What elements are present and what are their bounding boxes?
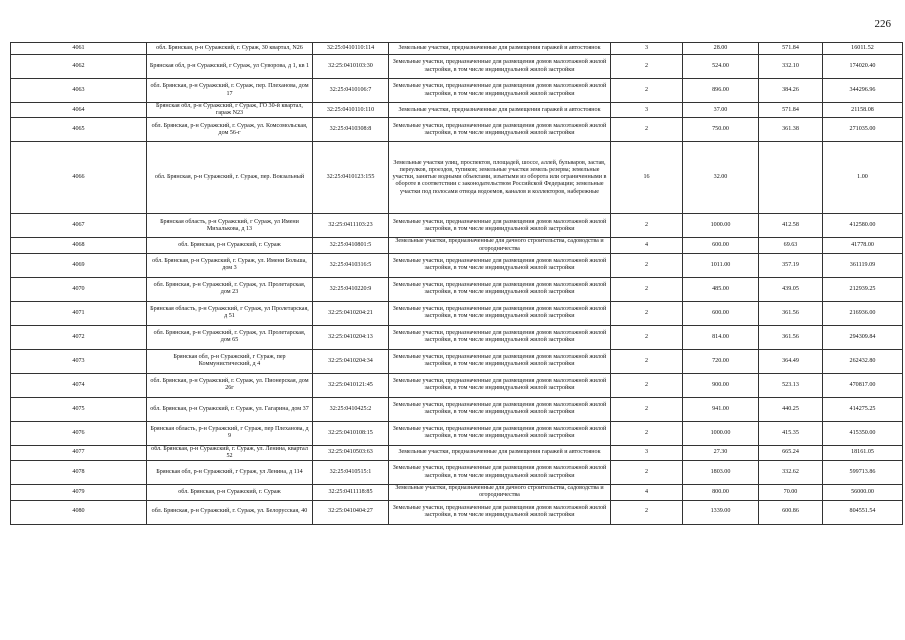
- cadastral-number-cell: 32:25:0410204:13: [313, 325, 389, 349]
- cadastral-number-cell: 32:25:0410404:27: [313, 500, 389, 524]
- area-cell: 1803.00: [683, 461, 759, 485]
- page-number: 226: [874, 18, 891, 30]
- row-number-cell: 4072: [11, 325, 147, 349]
- use-group-cell: 2: [611, 461, 683, 485]
- address-cell: Брянская область, р-н Суражский, г Сураж, ул Пролетарская, д 51: [147, 301, 313, 325]
- rate-cell: 361.38: [759, 118, 823, 142]
- rate-cell: 70.00: [759, 485, 823, 500]
- area-cell: 800.00: [683, 485, 759, 500]
- cadastral-value-cell: 804551.54: [823, 500, 903, 524]
- land-use-cell: Земельные участки, предназначенные для размещения домов малоэтажной жилой застройки, в том числе индивидуальной жилой застройки: [389, 253, 611, 277]
- land-use-cell: Земельные участки, предназначенные для размещения домов малоэтажной жилой застройки, в том числе индивидуальной жилой застройки: [389, 373, 611, 397]
- area-cell: 32.00: [683, 142, 759, 214]
- cadastral-value-cell: 56000.00: [823, 485, 903, 500]
- address-cell: обл. Брянская, р-н Суражский, г. Сураж, ул. Ленина, квартал 52: [147, 445, 313, 460]
- cadastral-value-cell: 212939.25: [823, 277, 903, 301]
- row-number-cell: 4069: [11, 253, 147, 277]
- land-use-cell: Земельные участки, предназначенные для размещения гаражей и автостоянок: [389, 103, 611, 118]
- land-use-cell: Земельные участки, предназначенные для размещения домов малоэтажной жилой застройки, в том числе индивидуальной жилой застройки: [389, 277, 611, 301]
- cadastral-value-cell: 21158.08: [823, 103, 903, 118]
- land-use-cell: Земельные участки, предназначенные для размещения домов малоэтажной жилой застройки, в том числе индивидуальной жилой застройки: [389, 79, 611, 103]
- cadastral-number-cell: 32:25:0410110:114: [313, 43, 389, 55]
- cadastral-value-cell: 174020.40: [823, 55, 903, 79]
- use-group-cell: 3: [611, 103, 683, 118]
- table-row: [11, 277, 903, 301]
- cadastral-number-cell: 32:25:0410106:7: [313, 79, 389, 103]
- use-group-cell: 2: [611, 118, 683, 142]
- cadastral-value-cell: 1.00: [823, 142, 903, 214]
- cadastral-value-cell: 41778.00: [823, 238, 903, 253]
- cadastral-number-cell: 32:25:0410801:5: [313, 238, 389, 253]
- table-row: [11, 301, 903, 325]
- area-cell: 720.00: [683, 349, 759, 373]
- area-cell: 27.30: [683, 445, 759, 460]
- cadastral-value-cell: 262432.80: [823, 349, 903, 373]
- area-cell: 485.00: [683, 277, 759, 301]
- cadastral-value-cell: 414275.25: [823, 397, 903, 421]
- use-group-cell: 3: [611, 445, 683, 460]
- table-row: [11, 118, 903, 142]
- row-number-cell: 4077: [11, 445, 147, 460]
- area-cell: 37.00: [683, 103, 759, 118]
- area-cell: 28.00: [683, 43, 759, 55]
- row-number-cell: 4065: [11, 118, 147, 142]
- table-row: [11, 373, 903, 397]
- land-use-cell: Земельные участки, предназначенные для размещения гаражей и автостоянок: [389, 43, 611, 55]
- land-use-cell: Земельные участки, предназначенные для размещения домов малоэтажной жилой застройки, в том числе индивидуальной жилой застройки: [389, 214, 611, 238]
- cadastral-value-cell: 361119.09: [823, 253, 903, 277]
- address-cell: обл. Брянская, р-н Суражский, г. Сураж, ул. Гагарина, дом 37: [147, 397, 313, 421]
- rate-cell: 439.05: [759, 277, 823, 301]
- use-group-cell: 4: [611, 485, 683, 500]
- table-row: [11, 500, 903, 524]
- use-group-cell: 2: [611, 214, 683, 238]
- area-cell: 750.00: [683, 118, 759, 142]
- land-use-cell: Земельные участки, предназначенные для размещения гаражей и автостоянок: [389, 445, 611, 460]
- land-use-cell: Земельные участки, предназначенные для размещения домов малоэтажной жилой застройки, в том числе индивидуальной жилой застройки: [389, 325, 611, 349]
- table-row: [11, 103, 903, 118]
- row-number-cell: 4070: [11, 277, 147, 301]
- cadastral-value-cell: 271035.00: [823, 118, 903, 142]
- address-cell: Брянская обл, р-н Суражский, г Сураж, ул Суворова, д 1, кв 1: [147, 55, 313, 79]
- rate-cell: 600.86: [759, 500, 823, 524]
- land-use-cell: Земельные участки, предназначенные для дачного строительства, садоводства и огородничества: [389, 238, 611, 253]
- use-group-cell: 2: [611, 277, 683, 301]
- row-number-cell: 4061: [11, 43, 147, 55]
- area-cell: 1000.00: [683, 421, 759, 445]
- row-number-cell: 4071: [11, 301, 147, 325]
- cadastral-value-cell: 16011.52: [823, 43, 903, 55]
- address-cell: обл. Брянская, р-н Суражский, г. Сураж: [147, 485, 313, 500]
- cadastral-number-cell: 32:25:0410123:155: [313, 142, 389, 214]
- address-cell: обл. Брянская, р-н Суражский, г. Сураж: [147, 238, 313, 253]
- table-row: [11, 43, 903, 55]
- use-group-cell: 2: [611, 55, 683, 79]
- address-cell: обл. Брянская, р-н Суражский, г. Сураж, 30 квартал, N26: [147, 43, 313, 55]
- cadastral-number-cell: 32:25:0411118:85: [313, 485, 389, 500]
- cadastral-number-cell: 32:25:0410220:9: [313, 277, 389, 301]
- address-cell: обл. Брянская, р-н Суражский, г. Сураж, ул. Пионерская, дом 26г: [147, 373, 313, 397]
- row-number-cell: 4066: [11, 142, 147, 214]
- cadastral-value-cell: 412580.00: [823, 214, 903, 238]
- row-number-cell: 4073: [11, 349, 147, 373]
- address-cell: Брянская обл, р-н Суражский, г Сураж, пер Коммунистический, д 4: [147, 349, 313, 373]
- cadastral-number-cell: 32:25:0410425:2: [313, 397, 389, 421]
- cadastral-number-cell: 32:25:0410316:5: [313, 253, 389, 277]
- area-cell: 814.00: [683, 325, 759, 349]
- row-number-cell: 4080: [11, 500, 147, 524]
- cadastral-value-cell: 599713.86: [823, 461, 903, 485]
- address-cell: Брянская область, р-н Суражский, г Сураж, пер Плеханова, д 9: [147, 421, 313, 445]
- use-group-cell: 2: [611, 349, 683, 373]
- row-number-cell: 4075: [11, 397, 147, 421]
- table-row: [11, 397, 903, 421]
- land-use-cell: Земельные участки улиц, проспектов, площадей, шоссе, аллей, бульваров, застав, переулков, проездов, тупиков; земельные участки земель резерва; земельные участки, занятые водными объектами, изъятыми из оборота или ограниченными в обороте в соответствии с законодательством Российской Федерации; земельные участки под полосами отвода водоемов, каналов и коллекторов, набережные: [389, 142, 611, 214]
- rate-cell: 361.56: [759, 301, 823, 325]
- table-row: [11, 445, 903, 460]
- table-row: [11, 55, 903, 79]
- area-cell: 1339.00: [683, 500, 759, 524]
- rate-cell: 523.13: [759, 373, 823, 397]
- address-cell: Брянская область, р-н Суражский, г Сураж, ул Имени Михалькова, д 13: [147, 214, 313, 238]
- cadastral-number-cell: 32:25:0410515:1: [313, 461, 389, 485]
- rate-cell: 571.84: [759, 103, 823, 118]
- table-row: [11, 79, 903, 103]
- cadastral-value-cell: 415350.00: [823, 421, 903, 445]
- cadastral-value-table: [10, 42, 903, 525]
- address-cell: обл. Брянская, р-н Суражский, г. Сураж, ул. Белорусская, 40: [147, 500, 313, 524]
- rate-cell: 384.26: [759, 79, 823, 103]
- area-cell: 896.00: [683, 79, 759, 103]
- use-group-cell: 2: [611, 301, 683, 325]
- address-cell: Брянская обл, р-н Суражский, г Сураж, ГО 30-й квартал, гараж N23: [147, 103, 313, 118]
- land-use-cell: Земельные участки, предназначенные для размещения домов малоэтажной жилой застройки, в том числе индивидуальной жилой застройки: [389, 421, 611, 445]
- row-number-cell: 4078: [11, 461, 147, 485]
- cadastral-number-cell: 32:25:0410110:110: [313, 103, 389, 118]
- use-group-cell: 2: [611, 373, 683, 397]
- area-cell: 941.00: [683, 397, 759, 421]
- area-cell: 524.00: [683, 55, 759, 79]
- row-number-cell: 4064: [11, 103, 147, 118]
- use-group-cell: 16: [611, 142, 683, 214]
- row-number-cell: 4079: [11, 485, 147, 500]
- table-row: [11, 421, 903, 445]
- cadastral-value-cell: 470817.00: [823, 373, 903, 397]
- rate-cell: 415.35: [759, 421, 823, 445]
- table-row: [11, 325, 903, 349]
- use-group-cell: 2: [611, 421, 683, 445]
- table-row: [11, 238, 903, 253]
- use-group-cell: 2: [611, 253, 683, 277]
- rate-cell: 332.62: [759, 461, 823, 485]
- rate-cell: 69.63: [759, 238, 823, 253]
- use-group-cell: 2: [611, 325, 683, 349]
- table-row: [11, 214, 903, 238]
- area-cell: 1000.00: [683, 214, 759, 238]
- use-group-cell: 4: [611, 238, 683, 253]
- cadastral-number-cell: 32:25:0410204:21: [313, 301, 389, 325]
- table-row: [11, 349, 903, 373]
- cadastral-number-cell: 32:25:0410103:30: [313, 55, 389, 79]
- cadastral-value-cell: 294309.84: [823, 325, 903, 349]
- area-cell: 900.00: [683, 373, 759, 397]
- cadastral-number-cell: 32:25:0410204:34: [313, 349, 389, 373]
- table-row: [11, 253, 903, 277]
- rate-cell: 665.24: [759, 445, 823, 460]
- row-number-cell: 4063: [11, 79, 147, 103]
- rate-cell: 571.84: [759, 43, 823, 55]
- area-cell: 1011.00: [683, 253, 759, 277]
- rate-cell: 412.58: [759, 214, 823, 238]
- use-group-cell: 3: [611, 43, 683, 55]
- table-row: [11, 461, 903, 485]
- land-use-cell: Земельные участки, предназначенные для размещения домов малоэтажной жилой застройки, в том числе индивидуальной жилой застройки: [389, 349, 611, 373]
- rate-cell: 361.56: [759, 325, 823, 349]
- land-use-cell: Земельные участки, предназначенные для размещения домов малоэтажной жилой застройки, в том числе индивидуальной жилой застройки: [389, 461, 611, 485]
- address-cell: обл. Брянская, р-н Суражский, г. Сураж, ул. Имени Больша, дом 3: [147, 253, 313, 277]
- land-use-cell: Земельные участки, предназначенные для размещения домов малоэтажной жилой застройки, в том числе индивидуальной жилой застройки: [389, 397, 611, 421]
- land-use-cell: Земельные участки, предназначенные для размещения домов малоэтажной жилой застройки, в том числе индивидуальной жилой застройки: [389, 118, 611, 142]
- address-cell: обл. Брянская, р-н Суражский, г. Сураж, пер. Вокзальный: [147, 142, 313, 214]
- use-group-cell: 2: [611, 500, 683, 524]
- address-cell: Брянская обл, р-н Суражский, г Сураж, ул Ленина, д 114: [147, 461, 313, 485]
- cadastral-number-cell: 32:25:0411103:23: [313, 214, 389, 238]
- cadastral-number-cell: 32:25:0410503:63: [313, 445, 389, 460]
- address-cell: обл. Брянская, р-н Суражский, г. Сураж, ул. Комсомольская, дом 56-г: [147, 118, 313, 142]
- address-cell: обл. Брянская, р-н Суражский, г. Сураж, пер. Плеханова, дом 17: [147, 79, 313, 103]
- row-number-cell: 4062: [11, 55, 147, 79]
- use-group-cell: 2: [611, 79, 683, 103]
- cadastral-value-cell: 344296.96: [823, 79, 903, 103]
- rate-cell: 357.19: [759, 253, 823, 277]
- address-cell: обл. Брянская, р-н Суражский, г. Сураж, ул. Пролетарская, дом 23: [147, 277, 313, 301]
- row-number-cell: 4076: [11, 421, 147, 445]
- land-use-cell: Земельные участки, предназначенные для размещения домов малоэтажной жилой застройки, в том числе индивидуальной жилой застройки: [389, 55, 611, 79]
- land-use-cell: Земельные участки, предназначенные для размещения домов малоэтажной жилой застройки, в том числе индивидуальной жилой застройки: [389, 301, 611, 325]
- cadastral-value-cell: 216936.00: [823, 301, 903, 325]
- cadastral-number-cell: 32:25:0410121:45: [313, 373, 389, 397]
- table-row: [11, 485, 903, 500]
- row-number-cell: 4067: [11, 214, 147, 238]
- address-cell: обл. Брянская, р-н Суражский, г. Сураж, ул. Пролетарская, дом 65: [147, 325, 313, 349]
- rate-cell: 364.49: [759, 349, 823, 373]
- land-use-cell: Земельные участки, предназначенные для размещения домов малоэтажной жилой застройки, в том числе индивидуальной жилой застройки: [389, 500, 611, 524]
- row-number-cell: 4068: [11, 238, 147, 253]
- cadastral-value-cell: 18161.05: [823, 445, 903, 460]
- land-use-cell: Земельные участки, предназначенные для дачного строительства, садоводства и огородничества: [389, 485, 611, 500]
- area-cell: 600.00: [683, 238, 759, 253]
- cadastral-number-cell: 32:25:0410108:15: [313, 421, 389, 445]
- use-group-cell: 2: [611, 397, 683, 421]
- area-cell: 600.00: [683, 301, 759, 325]
- rate-cell: 440.25: [759, 397, 823, 421]
- table-row: [11, 142, 903, 214]
- row-number-cell: 4074: [11, 373, 147, 397]
- rate-cell: [759, 142, 823, 214]
- rate-cell: 332.10: [759, 55, 823, 79]
- cadastral-number-cell: 32:25:0410308:8: [313, 118, 389, 142]
